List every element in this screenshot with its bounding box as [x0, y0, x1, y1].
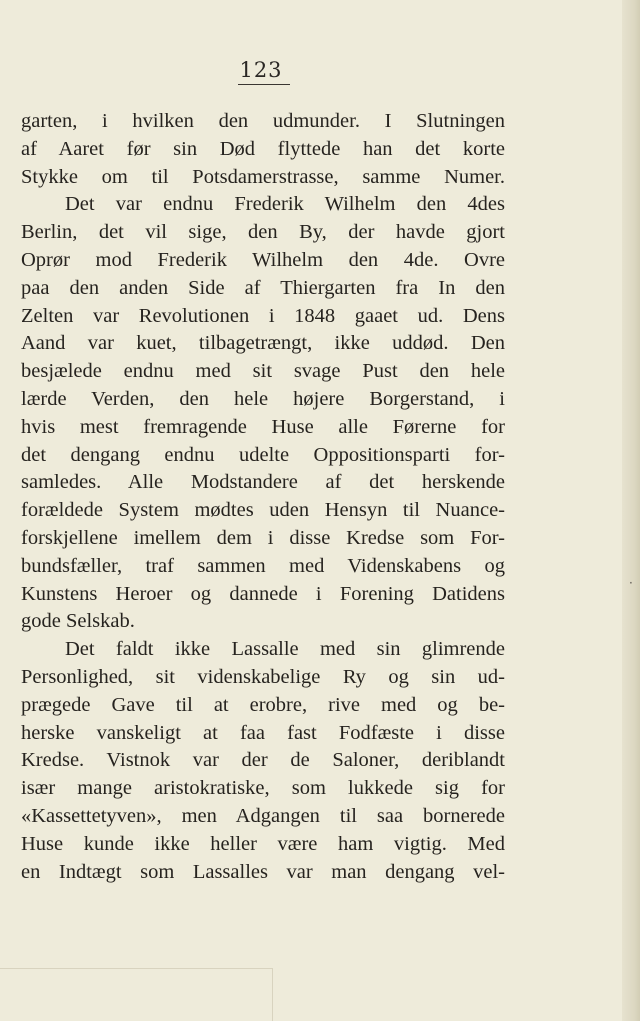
text-line: samledes. Alle Modstandere af det herskende — [21, 471, 505, 494]
text-line: hvis mest fremragende Huse alle Førerne for — [21, 415, 505, 438]
fold-mark — [0, 968, 273, 1021]
text-line: prægede Gave til at erobre, rive med og be- — [21, 693, 505, 716]
text-line: besjælede endnu med sit svage Pust den hele — [21, 360, 505, 383]
page-edge — [622, 0, 640, 1021]
text-line: gode Selskab. — [21, 610, 135, 633]
page-number: 123 — [239, 58, 283, 82]
text-line: især mange aristokratiske, som lukkede sig for — [21, 777, 505, 800]
text-line: af Aaret før sin Død flyttede han det korte — [21, 137, 505, 160]
text-line: bundsfæller, traf sammen med Videnskabens og — [21, 554, 505, 577]
text-line: paa den anden Side af Thiergarten fra In den — [21, 276, 505, 299]
text-line: lærde Verden, den hele højere Borgerstand, i — [21, 387, 505, 410]
margin-mark: · — [629, 576, 633, 590]
text-line: Zelten var Revolutionen i 1848 gaaet ud. Dens — [21, 304, 505, 327]
text-line: Stykke om til Potsdamerstrasse, samme Numer. — [21, 165, 505, 188]
text-line: det dengang endnu udelte Oppositionsparti for- — [21, 443, 505, 466]
text-line: herske vanskeligt at faa fast Fodfæste i disse — [21, 721, 505, 744]
text-line: Kunstens Heroer og dannede i Forening Datidens — [21, 582, 505, 605]
text-line: Det var endnu Frederik Wilhelm den 4des — [65, 193, 505, 216]
text-line: Huse kunde ikke heller være ham vigtig. Med — [21, 832, 505, 855]
page-number-rule — [238, 84, 290, 85]
body-text — [21, 108, 505, 886]
text-line: Personlighed, sit videnskabelige Ry og sin ud- — [21, 665, 505, 688]
text-line: Oprør mod Frederik Wilhelm den 4de. Ovre — [21, 248, 505, 271]
text-line: Kredse. Vistnok var der de Saloner, deriblandt — [21, 749, 505, 772]
text-line: Aand var kuet, tilbagetrængt, ikke uddød. Den — [21, 332, 505, 355]
text-line: «Kassettetyven», men Adgangen til saa bornerede — [21, 804, 505, 827]
text-line: garten, i hvilken den udmunder. I Slutningen — [21, 110, 505, 132]
text-line: Det faldt ikke Lassalle med sin glimrende — [65, 638, 505, 661]
text-line: en Indtægt som Lassalles var man dengang vel- — [21, 860, 505, 883]
text-line: Berlin, det vil sige, den By, der havde gjort — [21, 221, 505, 244]
text-line: forældede System mødtes uden Hensyn til Nuance- — [21, 499, 505, 522]
text-line: forskjellene imellem dem i disse Kredse som For- — [21, 526, 505, 549]
